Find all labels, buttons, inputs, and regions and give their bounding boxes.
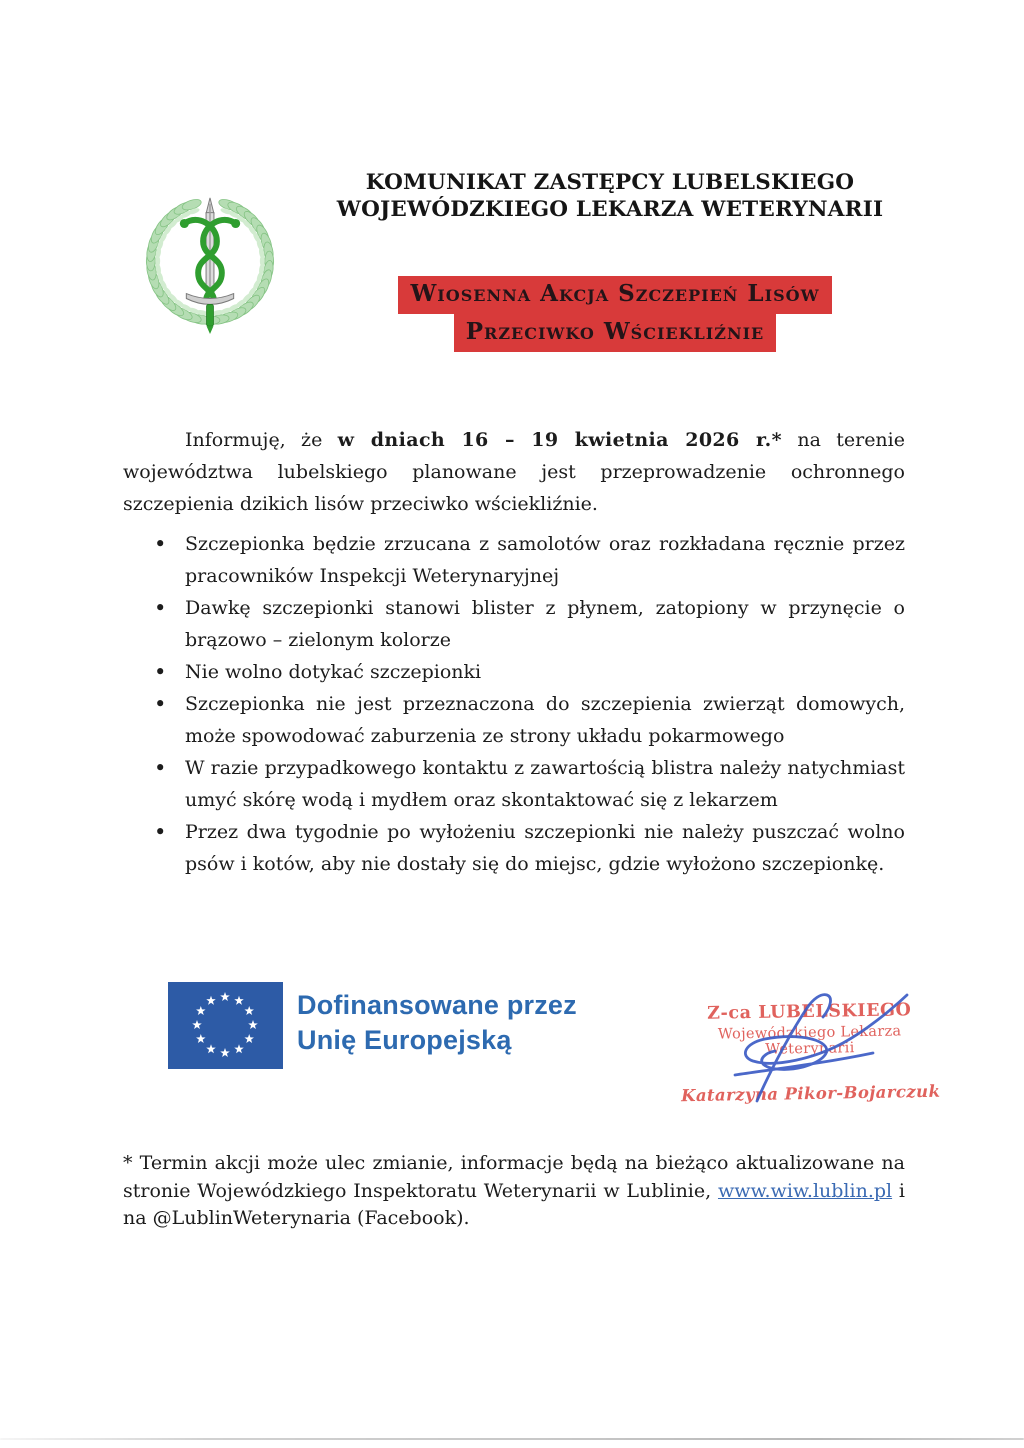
bullet-item: [152, 816, 905, 880]
banner-line-1: Wiosenna Akcja Szczepień Lisów: [398, 276, 831, 314]
bullet-text: Szczepionka nie jest przeznaczona do szczepienia zwierząt domowych, może spowodować zaburzenia ze strony układu pokarmowego: [185, 693, 905, 747]
footnote-paragraph: [123, 1150, 905, 1233]
bullet-text: W razie przypadkowego kontaktu z zawartością blistra należy natychmiast umyć skórę wodą i mydłem oraz skontaktować się z lekarzem: [185, 757, 905, 811]
bullet-list: [152, 528, 905, 880]
bullet-text: Nie wolno dotykać szczepionki: [185, 661, 482, 683]
bullet-item: [152, 528, 905, 592]
footnote-text-after: i na @LublinWeterynaria (Facebook).: [123, 1179, 905, 1229]
stamp-office-line: Wojewódzkiego Lekarza Weterynarii: [717, 1023, 902, 1058]
intro-prefix: Informuję, że: [185, 429, 338, 451]
title-line-1: KOMUNIKAT ZASTĘPCY LUBELSKIEGO: [365, 170, 855, 195]
title-line-2: WOJEWÓDZKIEGO LEKARZA WETERYNARII: [336, 197, 884, 222]
intro-dates-bold: w dniach 16 – 19 kwietnia 2026 r.*: [337, 429, 782, 451]
handwritten-signature: [695, 983, 923, 1111]
eu-funding-line-1: Dofinansowane przez: [297, 990, 577, 1020]
veterinary-caduceus-wreath-icon: [126, 186, 294, 336]
bullet-item: [152, 592, 905, 656]
bullet-text: Przez dwa tygodnie po wyłożeniu szczepionki nie należy puszczać wolno psów i kotów, aby nie dostały się do miejsc, gdzie wyłożono szczepionkę.: [185, 821, 905, 875]
footnote-link[interactable]: www.wiw.lublin.pl: [717, 1179, 893, 1202]
intro-paragraph: [123, 424, 905, 520]
page-title: [290, 169, 930, 223]
intro-suffix: na terenie województwa lubelskiego planowane jest przeprowadzenie ochronnego szczepienia dzikich lisów przeciwko wściekliźnie.: [123, 429, 905, 515]
eu-flag-icon: [168, 982, 283, 1069]
banner-line-2: Przeciwko Wściekliźnie: [454, 314, 777, 352]
bullet-text: Szczepionka będzie zrzucana z samolotów oraz rozkładana ręcznie przez pracowników Inspekcji Weterynaryjnej: [185, 533, 905, 587]
bullet-item: [152, 656, 905, 688]
bullet-text: Dawkę szczepionki stanowi blister z płynem, zatopiony w przynęcie o brązowo – zielonym kolorze: [185, 597, 905, 651]
eu-funding-label: [297, 988, 617, 1058]
stamp-name-line: Katarzyna Pikor-Bojarczuk: [680, 1081, 941, 1106]
campaign-banner: [305, 276, 925, 352]
bullet-item: [152, 752, 905, 816]
eu-funding-line-2: Unię Europejską: [297, 1025, 512, 1055]
stamp-title-line: Z-ca LUBELSKIEGO: [706, 1000, 912, 1024]
scan-edge-line: [0, 1438, 1024, 1440]
footnote-text-before: * Termin akcji może ulec zmianie, informacje będą na bieżąco aktualizowane na stronie Wojewódzkiego Inspektoratu Weterynarii w Lublinie,: [123, 1152, 905, 1202]
bullet-item: [152, 688, 905, 752]
